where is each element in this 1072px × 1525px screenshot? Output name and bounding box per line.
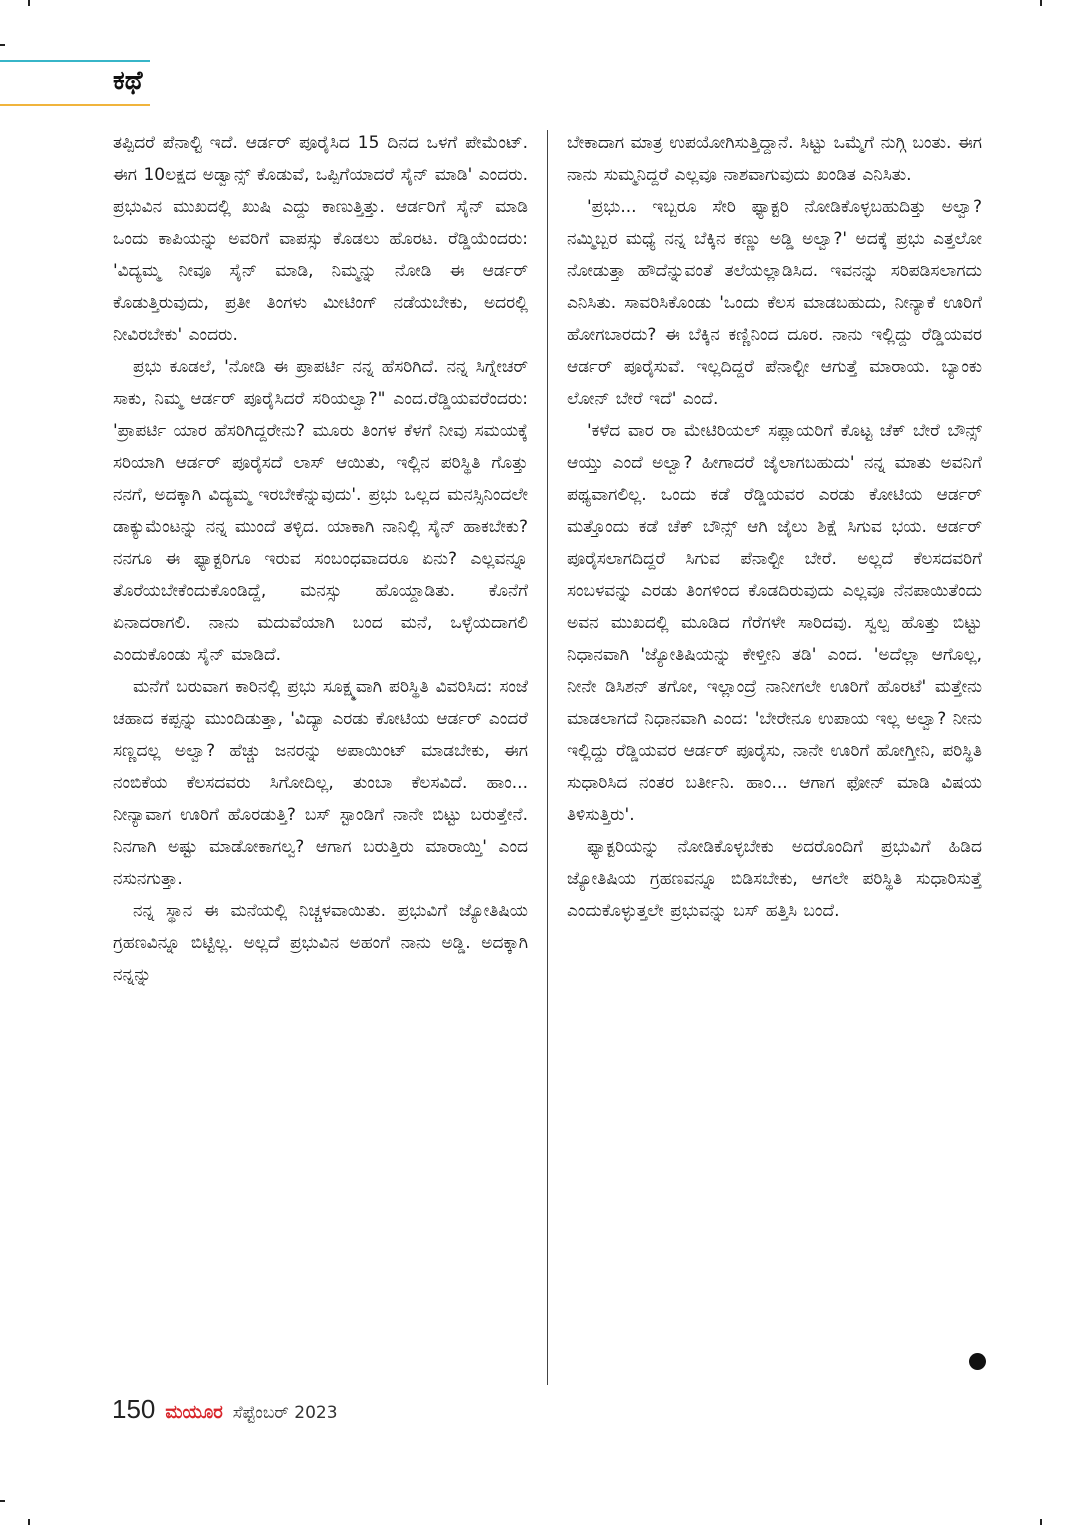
- page-footer: [112, 1394, 338, 1425]
- crop-mark-bottom-left-v: [28, 1519, 30, 1525]
- left-column: [113, 127, 528, 991]
- right-column: [567, 127, 982, 927]
- paragraph: ನನ್ನ ಸ್ಥಾನ ಈ ಮನೆಯಲ್ಲಿ ನಿಚ್ಚಳವಾಯಿತು. ಪ್ರಭುವಿಗೆ ಜ್ಯೋತಿಷಿಯ ಗ್ರಹಣವಿನ್ನೂ ಬಿಟ್ಟಿಲ್ಲ. ಅಲ್ಲದೆ ಪ್ರಭುವಿನ ಅಹಂಗೆ ನಾನು ಅಡ್ಡಿ. ಅದಕ್ಕಾಗಿ ನನ್ನನ್ನು: [113, 901, 528, 985]
- crop-mark-top-left: [0, 44, 5, 46]
- crop-mark-bottom-left: [0, 1500, 5, 1502]
- paragraph: ಪ್ರಭು ಕೂಡಲೆ, 'ನೋಡಿ ಈ ಪ್ರಾಪರ್ಟಿ ನನ್ನ ಹೆಸರಿಗಿದೆ. ನನ್ನ ಸಿಗ್ನೇಚರ್ ಸಾಕು, ನಿಮ್ಮ ಆರ್ಡರ್ ಪೂರೈಸಿದರೆ ಸರಿಯಲ್ವಾ?" ಎಂದ.ರೆಡ್ಡಿಯವರೆಂದರು: 'ಪ್ರಾಪರ್ಟಿ ಯಾರ ಹೆಸರಿಗಿದ್ದರೇನು? ಮೂರು ತಿಂಗಳ ಕೆಳಗೆ ನೀವು ಸಮಯಕ್ಕೆ ಸರಿಯಾಗಿ ಆರ್ಡರ್ ಪೂರೈಸದೆ ಲಾಸ್ ಆಯಿತು, ಇಲ್ಲಿನ ಪರಿಸ್ಥಿತಿ ಗೊತ್ತು ನನಗೆ, ಅದಕ್ಕಾಗಿ ವಿದ್ಯಮ್ಮ ಇರಬೇಕೆನ್ನುವುದು'. ಪ್ರಭು ಒಲ್ಲದ ಮನಸ್ಸಿನಿಂದಲೇ ಡಾಕ್ಯುಮೆಂಟನ್ನು ನನ್ನ ಮುಂದೆ ತಳ್ಳಿದ. ಯಾಕಾಗಿ ನಾನಿಲ್ಲಿ ಸೈನ್ ಹಾಕಬೇಕು? ನನಗೂ ಈ ಫ್ಯಾಕ್ಟರಿಗೂ ಇರುವ ಸಂಬಂಧವಾದರೂ ಏನು? ಎಲ್ಲವನ್ನೂ ತೊರೆಯಬೇಕೆಂದುಕೊಂಡಿದ್ದೆ, ಮನಸ್ಸು ಹೊಯ್ದಾಡಿತು. ಕೊನೆಗೆ ಏನಾದರಾಗಲಿ. ನಾನು ಮದುವೆಯಾಗಿ ಬಂದ ಮನೆ, ಒಳ್ಳೆಯದಾಗಲಿ ಎಂದುಕೊಂಡು ಸೈನ್ ಮಾಡಿದೆ.: [113, 357, 528, 665]
- crop-mark-bottom-right-v: [1040, 1519, 1042, 1525]
- paragraph: ಮನೆಗೆ ಬರುವಾಗ ಕಾರಿನಲ್ಲಿ ಪ್ರಭು ಸೂಕ್ಷ್ಮವಾಗಿ ಪರಿಸ್ಥಿತಿ ವಿವರಿಸಿದ: ಸಂಜೆ ಚಹಾದ ಕಪ್ಪನ್ನು ಮುಂದಿಡುತ್ತಾ, 'ವಿದ್ಯಾ ಎರಡು ಕೋಟಿಯ ಆರ್ಡರ್ ಎಂದರೆ ಸಣ್ಣದಲ್ಲ ಅಲ್ವಾ? ಹೆಚ್ಚು ಜನರನ್ನು ಅಪಾಯಿಂಟ್ ಮಾಡಬೇಕು, ಈಗ ನಂಬಿಕೆಯ ಕೆಲಸದವರು ಸಿಗೋದಿಲ್ಲ, ತುಂಬಾ ಕೆಲಸವಿದೆ. ಹಾಂ... ನೀನ್ಯಾವಾಗ ಊರಿಗೆ ಹೊರಡುತ್ತಿ? ಬಸ್ ಸ್ಟಾಂಡಿಗೆ ನಾನೇ ಬಿಟ್ಟು ಬರುತ್ತೇನೆ. ನಿನಗಾಗಿ ಅಷ್ಟು ಮಾಡೋಕಾಗಲ್ವ? ಆಗಾಗ ಬರುತ್ತಿರು ಮಾರಾಯ್ತಿ' ಎಂದ ನಸುನಗುತ್ತಾ.: [113, 677, 528, 889]
- paragraph: ಬೇಕಾದಾಗ ಮಾತ್ರ ಉಪಯೋಗಿಸುತ್ತಿದ್ದಾನೆ. ಸಿಟ್ಟು ಒಮ್ಮೆಗೆ ನುಗ್ಗಿ ಬಂತು. ಈಗ ನಾನು ಸುಮ್ಮನಿದ್ದರೆ ಎಲ್ಲವೂ ನಾಶವಾಗುವುದು ಖಂಡಿತ ಎನಿಸಿತು.: [567, 133, 982, 185]
- section-rule-top: [0, 60, 150, 62]
- paragraph: 'ಪ್ರಭು... ಇಬ್ಬರೂ ಸೇರಿ ಫ್ಯಾಕ್ಟರಿ ನೋಡಿಕೊಳ್ಳಬಹುದಿತ್ತು ಅಲ್ವಾ? ನಮ್ಮಿಬ್ಬರ ಮಧ್ಯೆ ನನ್ನ ಬೆಕ್ಕಿನ ಕಣ್ಣು ಅಡ್ಡಿ ಅಲ್ವಾ?' ಅದಕ್ಕೆ ಪ್ರಭು ಎತ್ತಲೋ ನೋಡುತ್ತಾ ಹೌದೆನ್ನುವಂತೆ ತಲೆಯಲ್ಲಾಡಿಸಿದ. ಇವನನ್ನು ಸರಿಪಡಿಸಲಾಗದು ಎನಿಸಿತು. ಸಾವರಿಸಿಕೊಂಡು 'ಒಂದು ಕೆಲಸ ಮಾಡಬಹುದು, ನೀನ್ಯಾಕೆ ಊರಿಗೆ ಹೋಗಬಾರದು? ಈ ಬೆಕ್ಕಿನ ಕಣ್ಣಿನಿಂದ ದೂರ. ನಾನು ಇಲ್ಲಿದ್ದು ರೆಡ್ಡಿಯವರ ಆರ್ಡರ್ ಪೂರೈಸುವೆ. ಇಲ್ಲದಿದ್ದರೆ ಪೆನಾಲ್ಟೀ ಆಗುತ್ತೆ ಮಾರಾಯ. ಬ್ಯಾಂಕು ಲೋನ್ ಬೇರೆ ಇದೆ' ಎಂದೆ.: [567, 197, 982, 409]
- crop-mark-top-right-v: [1040, 0, 1042, 6]
- crop-mark-top-left-v: [28, 0, 30, 6]
- paragraph: ತಪ್ಪಿದರೆ ಪೆನಾಲ್ಟಿ ಇದೆ. ಆರ್ಡರ್ ಪೂರೈಸಿದ 15 ದಿನದ ಒಳಗೆ ಪೇಮೆಂಟ್. ಈಗ 10ಲಕ್ಷದ ಅಡ್ವಾನ್ಸ್ ಕೊಡುವೆ, ಒಪ್ಪಿಗೆಯಾದರೆ ಸೈನ್ ಮಾಡಿ' ಎಂದರು. ಪ್ರಭುವಿನ ಮುಖದಲ್ಲಿ ಖುಷಿ ಎದ್ದು ಕಾಣುತ್ತಿತ್ತು. ಆರ್ಡರಿಗೆ ಸೈನ್ ಮಾಡಿ ಒಂದು ಕಾಪಿಯನ್ನು ಅವರಿಗೆ ವಾಪಸ್ಸು ಕೊಡಲು ಹೊರಟ. ರೆಡ್ಡಿಯೆಂದರು: 'ವಿದ್ಯಮ್ಮ ನೀವೂ ಸೈನ್ ಮಾಡಿ, ನಿಮ್ಮನ್ನು ನೋಡಿ ಈ ಆರ್ಡರ್ ಕೊಡುತ್ತಿರುವುದು, ಪ್ರತೀ ತಿಂಗಳು ಮೀಟಿಂಗ್ ನಡೆಯಬೇಕು, ಅದರಲ್ಲಿ ನೀವಿರಬೇಕು' ಎಂದರು.: [113, 133, 528, 345]
- issue-date: ಸೆಪ್ಟೆಂಬರ್ 2023: [232, 1403, 338, 1423]
- page-number: 150: [112, 1394, 156, 1424]
- column-divider: [547, 130, 548, 1385]
- magazine-logo: ಮಯೂರ: [165, 1402, 223, 1423]
- section-label: ಕಥೆ: [113, 66, 143, 96]
- paragraph: 'ಕಳೆದ ವಾರ ರಾ ಮೇಟಿರಿಯಲ್ ಸಪ್ಲಾಯರಿಗೆ ಕೊಟ್ಟ ಚೆಕ್ ಬೇರೆ ಬೌನ್ಸ್ ಆಯ್ತು ಎಂದೆ ಅಲ್ವಾ? ಹೀಗಾದರೆ ಜೈಲಾಗಬಹುದು' ನನ್ನ ಮಾತು ಅವನಿಗೆ ಪಥ್ಯವಾಗಲಿಲ್ಲ. ಒಂದು ಕಡೆ ರೆಡ್ಡಿಯವರ ಎರಡು ಕೋಟಿಯ ಆರ್ಡರ್ ಮತ್ತೊಂದು ಕಡೆ ಚೆಕ್ ಬೌನ್ಸ್ ಆಗಿ ಜೈಲು ಶಿಕ್ಷೆ ಸಿಗುವ ಭಯ. ಆರ್ಡರ್ ಪೂರೈಸಲಾಗದಿದ್ದರೆ ಸಿಗುವ ಪೆನಾಲ್ಟೀ ಬೇರೆ. ಅಲ್ಲದೆ ಕೆಲಸದವರಿಗೆ ಸಂಬಳವನ್ನು ಎರಡು ತಿಂಗಳಿಂದ ಕೊಡದಿರುವುದು ಎಲ್ಲವೂ ನೆನಪಾಯಿತೆಂದು ಅವನ ಮುಖದಲ್ಲಿ ಮೂಡಿದ ಗೆರೆಗಳೇ ಸಾರಿದವು. ಸ್ವಲ್ಪ ಹೊತ್ತು ಬಿಟ್ಟು ನಿಧಾನವಾಗಿ 'ಜ್ಯೋತಿಷಿಯನ್ನು ಕೇಳ್ತೀನಿ ತಡಿ' ಎಂದ. 'ಅದೆಲ್ಲಾ ಆಗೊಲ್ಲ, ನೀನೇ ಡಿಸಿಶನ್ ತಗೋ, ಇಲ್ಲಾಂದ್ರೆ ನಾನೀಗಲೇ ಊರಿಗೆ ಹೊರಟೆ' ಮತ್ತೇನು ಮಾಡಲಾಗದೆ ನಿಧಾನವಾಗಿ ಎಂದ: 'ಬೇರೇನೂ ಉಪಾಯ ಇಲ್ಲ ಅಲ್ವಾ? ನೀನು ಇಲ್ಲಿದ್ದು ರೆಡ್ಡಿಯವರ ಆರ್ಡರ್ ಪೂರೈಸು, ನಾನೇ ಊರಿಗೆ ಹೋಗ್ತೀನಿ, ಪರಿಸ್ಥಿತಿ ಸುಧಾರಿಸಿದ ನಂತರ ಬರ್ತೀನಿ. ಹಾಂ... ಆಗಾಗ ಫೋನ್ ಮಾಡಿ ವಿಷಯ ತಿಳಿಸುತ್ತಿರು'.: [567, 421, 982, 825]
- section-rule-bottom: [0, 104, 150, 106]
- paragraph: ಫ್ಯಾಕ್ಟರಿಯನ್ನು ನೋಡಿಕೊಳ್ಳಬೇಕು ಅದರೊಂದಿಗೆ ಪ್ರಭುವಿಗೆ ಹಿಡಿದ ಜ್ಯೋತಿಷಿಯ ಗ್ರಹಣವನ್ನೂ ಬಿಡಿಸಬೇಕು, ಆಗಲೇ ಪರಿಸ್ಥಿತಿ ಸುಧಾರಿಸುತ್ತೆ ಎಂದುಕೊಳ್ಳುತ್ತಲೇ ಪ್ರಭುವನ್ನು ಬಸ್ ಹತ್ತಿಸಿ ಬಂದೆ.: [567, 837, 982, 921]
- story-end-bullet-icon: [969, 1353, 986, 1370]
